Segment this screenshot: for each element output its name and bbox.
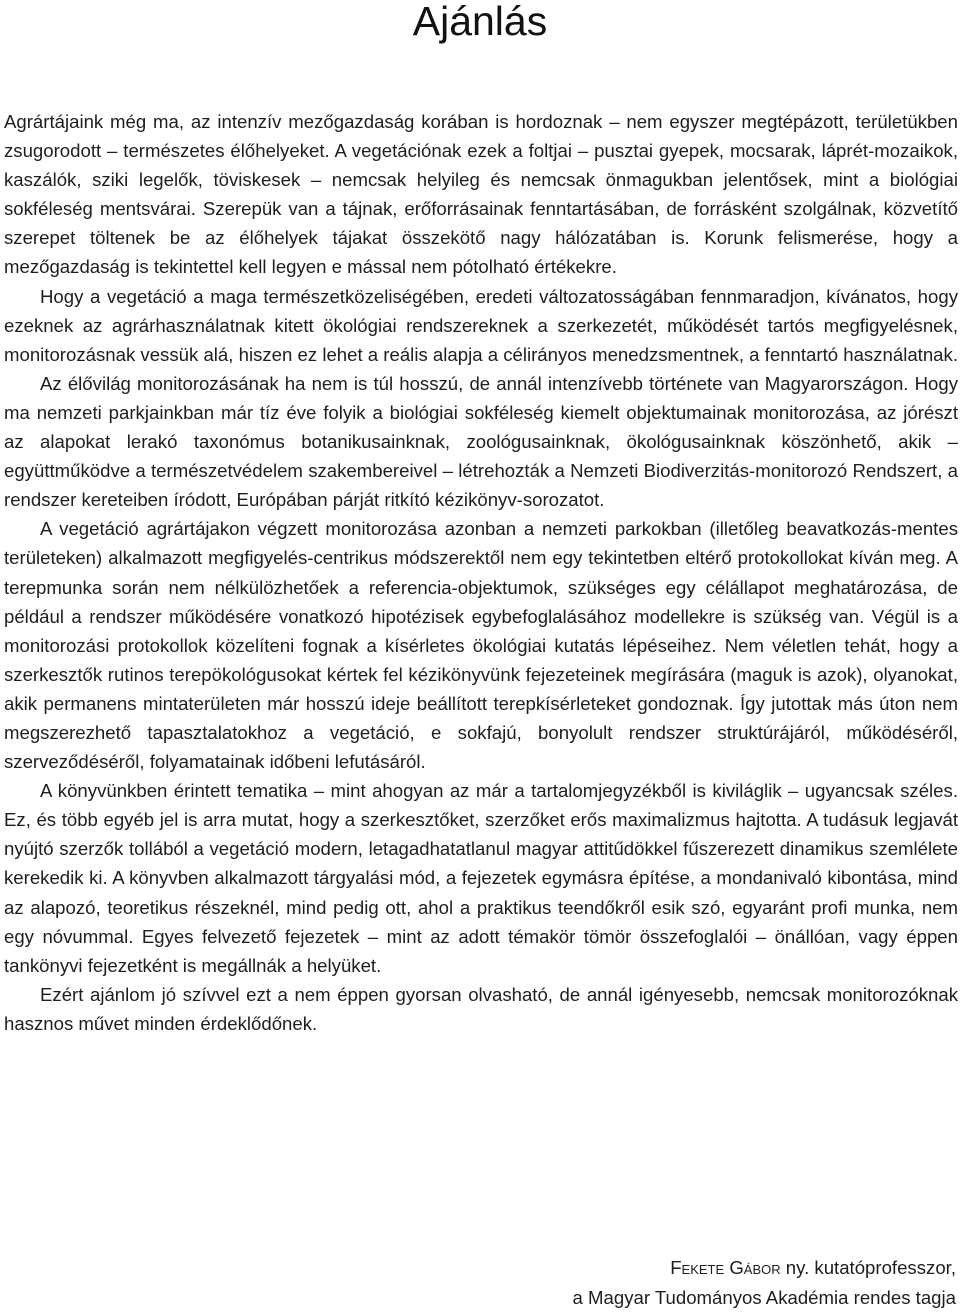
paragraph-3: Az élővilág monitorozásának ha nem is túl hosszú, de annál intenzívebb története van Magyarországon. Hogy ma nemzeti parkjainkban már tíz éve folyik a biológiai sokféleség kiemelt objektumainak monitorozása, az jórészt az alapokat lerakó taxonómus botanikusainknak, zoológusainknak, ökológusainknak köszönhető, akik – együttműködve a természetvédelem szakembereivel – létrehozták a Nemzeti Biodiverzitás-monitorozó Rendszert, a rendszer kereteiben íródott, Európában párját ritkító kézikönyv-sorozatot. — [4, 369, 958, 514]
paragraph-4: A vegetáció agrártájakon végzett monitorozása azonban a nemzeti parkokban (illetőleg beavatkozás-mentes területeken) alkalmazott megfigyelés-centrikus módszerektől nem egy tekintetben eltérő protokollokat kíván meg. A terepmunka során nem nélkülözhetőek a referencia-objektumok, szükséges egy célállapot meghatározása, de például a rendszer működésére vonatkozó hipotézisek egybefoglalásához modellekre is szükség van. Végül is a monitorozási protokollok közelíteni fognak a kísérletes ökológiai kutatás lépéseihez. Nem véletlen tehát, hogy a szerkesztők rutinos terepökológusokat kértek fel kézikönyvünk fejezeteinek megírására (maguk is azok), olyanokat, akik permanens mintaterületen már hosszú ideje beállított terepkísérleteket gondoznak. Így jutottak más úton nem megszerezhető tapasztalatokhoz a vegetáció, e sokfajú, bonyolult rendszer struktúrájáról, működéséről, szerveződéséről, folyamatainak időbeni lefutásáról. — [4, 514, 958, 776]
paragraph-1: Agrártájaink még ma, az intenzív mezőgazdaság korában is hordoznak – nem egyszer megtépázott, területükben zsugorodott – természetes élőhelyeket. A vegetációnak ezek a foltjai – pusztai gyepek, mocsarak, láprét-mozaikok, kaszálók, sziki legelők, töviskesek – nemcsak helyileg és nemcsak önmagukban jelentősek, mint a biológiai sokféleség mentsvárai. Szerepük van a tájnak, erőforrásainak fenntartásában, de forrásként szolgálnak, közvetítő szerepet töltenek be az élőhelyek tájakat összekötő nagy hálózatában is. Korunk felismerése, hogy a mezőgazdaság is tekintettel kell legyen e mással nem pótolható értékekre. — [4, 107, 958, 282]
paragraph-2: Hogy a vegetáció a maga természetközeliségében, eredeti változatosságában fennmaradjon, kívánatos, hogy ezeknek az agrárhasználatnak kitett ökológiai rendszereknek a szerkezetét, működését tartós megfigyelésnek, monitorozásnak vessük alá, hiszen ez lehet a reális alapja a célirányos menedzsmentnek, a fenntartó használatnak. — [4, 282, 958, 369]
signature-name: Fekete Gábor — [670, 1257, 780, 1278]
signature-title: ny. kutatóprofesszor, — [781, 1257, 956, 1278]
signature-block — [573, 1253, 956, 1312]
paragraph-6: Ezért ajánlom jó szívvel ezt a nem éppen gyorsan olvasható, de annál igényesebb, nemcsak monitorozóknak hasznos művet minden érdeklődőnek. — [4, 980, 958, 1038]
paragraph-5: A könyvünkben érintett tematika – mint ahogyan az már a tartalomjegyzékből is kiviláglik – ugyancsak széles. Ez, és több egyéb jel is arra mutat, hogy a szerkesztőket, szerzőket erős maximalizmus hajtotta. A tudásuk legjavát nyújtó szerzők tollából a vegetáció modern, letagadhatatlanul magyar attitűdökkel fűszerezett dinamikus szemlélete kerekedik ki. A könyvben alkalmazott tárgyalási mód, a fejezetek egymásra építése, a mondanivaló kibontása, mind az alapozó, teoretikus részeknél, mind pedig ott, ahol a praktikus teendőkről esik szó, egyaránt profi munka, nem egy nóvummal. Egyes felvezető fejezetek – mint az adott témakör tömör összefoglalói – önállóan, vagy éppen tankönyvi fejezetként is megállnák a helyüket. — [4, 776, 958, 980]
page-title: Ajánlás — [0, 0, 960, 46]
signature-affiliation: a Magyar Tudományos Akadémia rendes tagja — [573, 1283, 956, 1312]
signature-name-line — [573, 1253, 956, 1283]
body-text — [4, 107, 958, 1038]
